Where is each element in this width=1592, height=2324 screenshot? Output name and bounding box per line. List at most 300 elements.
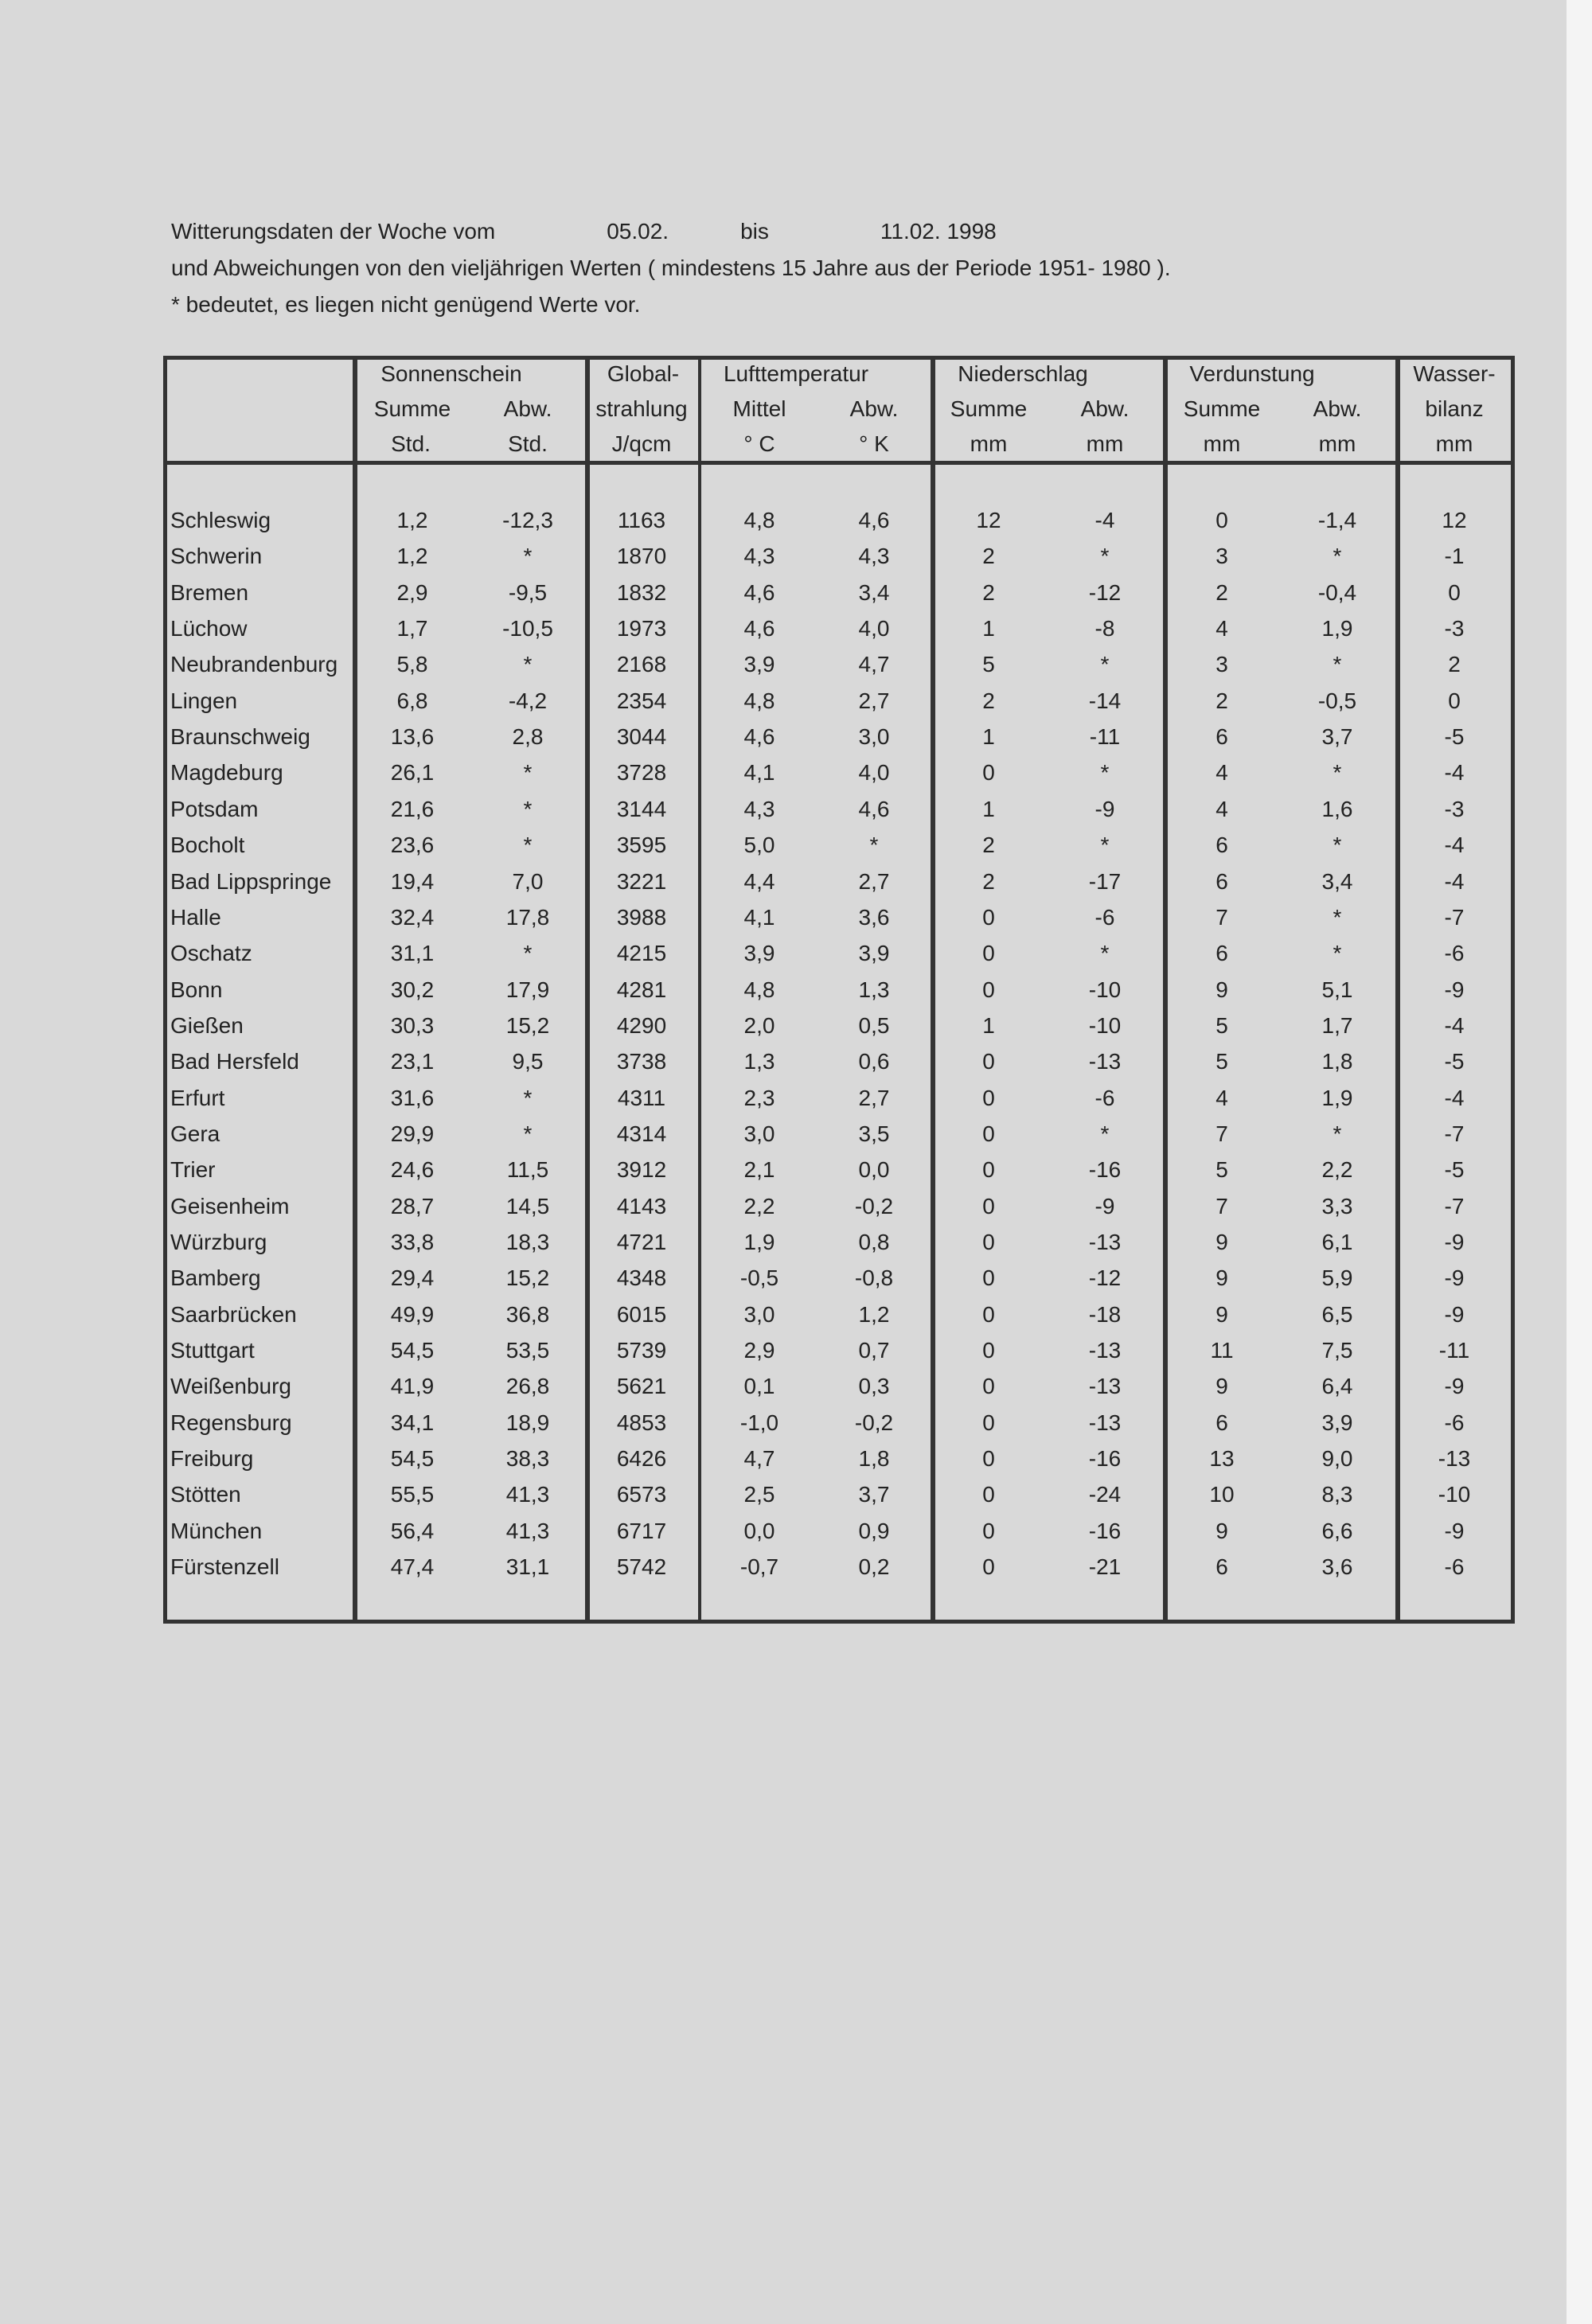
cell-verdunstung-summe: 11 [1210,1338,1234,1363]
cell-temperatur-abw: 0,6 [858,1049,890,1074]
cell-niederschlag-summe: 12 [976,508,1001,532]
cell-sonnenschein-summe: 41,9 [390,1374,435,1398]
cell-temperatur-mittel: 1,9 [743,1230,775,1254]
cell-temperatur-mittel: 4,1 [743,760,775,785]
cell-wasserbilanz: 12 [1442,508,1467,532]
intro-week-label: Witterungsdaten der Woche vom [171,219,496,244]
cell-temperatur-mittel: 5,0 [743,833,775,857]
cell-temperatur-mittel: 4,8 [743,977,775,1002]
cell-wasserbilanz: -5 [1444,1157,1465,1182]
cell-verdunstung-abw: * [1333,833,1342,857]
cell-temperatur-mittel: 4,3 [743,797,775,821]
cell-sonnenschein-abw: -4,2 [508,688,548,713]
cell-sonnenschein-abw: 38,3 [505,1446,550,1471]
cell-wasserbilanz: -4 [1444,1013,1465,1038]
cell-niederschlag-summe: 2 [982,580,995,605]
cell-niederschlag-abw: -9 [1094,1194,1115,1219]
cell-sonnenschein-abw: * [523,1121,533,1146]
station-name: Bocholt [170,833,245,857]
cell-sonnenschein-abw: * [523,1086,533,1110]
cell-sonnenschein-abw: 31,1 [505,1554,550,1579]
cell-niederschlag-summe: 0 [982,1374,995,1398]
intro-line-3: * bedeutet, es liegen nicht genügend Werte vor. [171,292,641,317]
station-name: Magdeburg [170,760,283,785]
header-lufttemperatur: Lufttemperatur [723,361,869,386]
cell-sonnenschein-abw: 14,5 [505,1194,550,1219]
cell-niederschlag-summe: 2 [982,869,995,894]
column-divider [353,356,357,1624]
cell-sonnenschein-summe: 23,6 [390,833,435,857]
cell-niederschlag-abw: -16 [1088,1446,1122,1471]
cell-sonnenschein-summe: 34,1 [390,1410,435,1435]
header-strahlung: strahlung [595,396,688,421]
cell-temperatur-abw: 4,0 [858,760,890,785]
cell-sonnenschein-summe: 55,5 [390,1482,435,1507]
cell-verdunstung-summe: 5 [1215,1013,1228,1038]
header-mm: mm [970,431,1008,456]
station-name: Stuttgart [170,1338,255,1363]
header-wasser: Wasser- [1413,361,1496,386]
cell-niederschlag-abw: * [1100,1121,1110,1146]
cell-sonnenschein-summe: 49,9 [390,1302,435,1327]
cell-niederschlag-abw: * [1100,941,1110,965]
cell-temperatur-abw: 0,2 [858,1554,890,1579]
cell-niederschlag-summe: 2 [982,688,995,713]
station-name: Bremen [170,580,249,605]
cell-temperatur-mittel: 3,9 [743,941,775,965]
cell-temperatur-mittel: 2,9 [743,1338,775,1363]
cell-temperatur-mittel: 0,0 [743,1519,775,1543]
column-divider [931,356,935,1624]
cell-verdunstung-summe: 7 [1215,905,1228,930]
cell-verdunstung-summe: 5 [1215,1157,1228,1182]
cell-niederschlag-abw: -16 [1088,1519,1122,1543]
cell-niederschlag-summe: 0 [982,941,995,965]
header-mm: mm [1203,431,1241,456]
cell-verdunstung-summe: 4 [1215,1086,1228,1110]
station-name: Geisenheim [170,1194,290,1219]
cell-wasserbilanz: -3 [1444,797,1465,821]
cell-verdunstung-summe: 6 [1215,1410,1228,1435]
station-name: Lingen [170,688,238,713]
cell-verdunstung-summe: 9 [1215,1302,1228,1327]
cell-globalstrahlung: 1832 [616,580,667,605]
bis-label: bis [740,219,769,244]
intro-line-2: und Abweichungen von den vieljährigen Werten ( mindestens 15 Jahre aus der Periode 1951- 1980 ). [171,255,1171,280]
weather-table [163,356,1515,1624]
cell-globalstrahlung: 4314 [616,1121,667,1146]
cell-globalstrahlung: 1870 [616,544,667,568]
cell-temperatur-mittel: 2,1 [743,1157,775,1182]
station-name: Saarbrücken [170,1302,297,1327]
cell-globalstrahlung: 1973 [616,616,667,641]
cell-niederschlag-summe: 0 [982,905,995,930]
header-degc: ° C [743,431,775,456]
cell-sonnenschein-summe: 5,8 [396,652,428,677]
cell-niederschlag-summe: 0 [982,1049,995,1074]
cell-verdunstung-summe: 13 [1209,1446,1235,1471]
cell-verdunstung-abw: 3,9 [1321,1410,1353,1435]
cell-niederschlag-abw: -13 [1088,1410,1122,1435]
station-name: Würzburg [170,1230,267,1254]
intro-line-1 [171,213,1171,250]
cell-verdunstung-abw: 5,9 [1321,1265,1353,1290]
cell-niederschlag-summe: 0 [982,1519,995,1543]
cell-niederschlag-summe: 0 [982,760,995,785]
cell-wasserbilanz: -9 [1444,1230,1465,1254]
date-from: 05.02. [607,219,669,244]
cell-globalstrahlung: 3728 [616,760,667,785]
cell-sonnenschein-abw: 36,8 [505,1302,550,1327]
cell-verdunstung-summe: 5 [1215,1049,1228,1074]
cell-temperatur-abw: 0,5 [858,1013,890,1038]
cell-niederschlag-summe: 0 [982,1194,995,1219]
cell-temperatur-mittel: 3,0 [743,1121,775,1146]
cell-niederschlag-summe: 0 [982,1230,995,1254]
cell-verdunstung-abw: * [1333,941,1342,965]
cell-globalstrahlung: 4721 [616,1230,667,1254]
header-abw: Abw. [849,396,899,421]
cell-globalstrahlung: 3044 [616,724,667,749]
cell-niederschlag-abw: -6 [1094,1086,1115,1110]
cell-verdunstung-abw: 8,3 [1321,1482,1353,1507]
cell-verdunstung-abw: 1,7 [1321,1013,1353,1038]
cell-niederschlag-summe: 1 [982,797,995,821]
cell-sonnenschein-summe: 30,2 [390,977,435,1002]
cell-temperatur-abw: 3,4 [858,580,890,605]
cell-temperatur-abw: 1,2 [858,1302,890,1327]
cell-niederschlag-abw: -17 [1088,869,1122,894]
cell-verdunstung-abw: 3,4 [1321,869,1353,894]
station-name: Gera [170,1121,220,1146]
cell-sonnenschein-summe: 47,4 [390,1554,435,1579]
header-sonnenschein: Sonnenschein [380,361,522,386]
cell-verdunstung-abw: 1,9 [1321,1086,1353,1110]
cell-verdunstung-abw: 6,5 [1321,1302,1353,1327]
cell-temperatur-mittel: 4,8 [743,688,775,713]
header-niederschlag: Niederschlag [958,361,1088,386]
cell-niederschlag-summe: 0 [982,1265,995,1290]
header-mm: mm [1435,431,1473,456]
cell-wasserbilanz: -4 [1444,833,1465,857]
cell-sonnenschein-summe: 21,6 [390,797,435,821]
header-std: Std. [391,431,431,456]
cell-verdunstung-abw: * [1333,544,1342,568]
cell-verdunstung-summe: 9 [1215,1374,1228,1398]
cell-sonnenschein-summe: 31,6 [390,1086,435,1110]
cell-sonnenschein-abw: 11,5 [506,1157,549,1182]
cell-verdunstung-abw: -0,4 [1317,580,1357,605]
cell-sonnenschein-summe: 1,2 [396,508,428,532]
cell-niederschlag-summe: 0 [982,1410,995,1435]
header-abw: Abw. [1313,396,1362,421]
cell-niederschlag-abw: * [1100,544,1110,568]
cell-verdunstung-summe: 6 [1215,724,1228,749]
station-name: Oschatz [170,941,252,965]
cell-sonnenschein-summe: 2,9 [396,580,428,605]
station-name: Halle [170,905,221,930]
cell-globalstrahlung: 1163 [617,508,666,532]
cell-verdunstung-abw: 7,5 [1321,1338,1353,1363]
cell-verdunstung-abw: 5,1 [1321,977,1353,1002]
cell-sonnenschein-abw: 53,5 [505,1338,550,1363]
station-name: Bonn [170,977,223,1002]
cell-wasserbilanz: -1 [1444,544,1465,568]
intro-text [171,213,1171,323]
cell-sonnenschein-abw: 2,8 [512,724,544,749]
station-name: Bad Lippspringe [170,869,332,894]
header-verdunstung: Verdunstung [1189,361,1315,386]
cell-sonnenschein-abw: 17,9 [505,977,550,1002]
cell-sonnenschein-summe: 31,1 [390,941,435,965]
cell-sonnenschein-abw: -10,5 [502,616,553,641]
cell-globalstrahlung: 4143 [616,1194,667,1219]
cell-niederschlag-abw: * [1100,760,1110,785]
cell-temperatur-mittel: 2,0 [743,1013,775,1038]
cell-verdunstung-abw: 9,0 [1321,1446,1353,1471]
cell-sonnenschein-abw: -9,5 [508,580,548,605]
station-name: Gießen [170,1013,244,1038]
cell-temperatur-mittel: 0,1 [743,1374,775,1398]
cell-verdunstung-summe: 6 [1215,833,1228,857]
cell-globalstrahlung: 4281 [616,977,667,1002]
cell-niederschlag-abw: -18 [1088,1302,1122,1327]
cell-niederschlag-summe: 0 [982,1482,995,1507]
cell-temperatur-mittel: -0,7 [739,1554,779,1579]
cell-sonnenschein-summe: 23,1 [390,1049,435,1074]
cell-sonnenschein-abw: 18,3 [505,1230,550,1254]
cell-temperatur-abw: -0,8 [854,1265,894,1290]
cell-temperatur-mittel: 4,1 [743,905,775,930]
cell-niederschlag-summe: 0 [982,1121,995,1146]
cell-wasserbilanz: -9 [1444,977,1465,1002]
cell-sonnenschein-abw: 26,8 [505,1374,550,1398]
cell-temperatur-abw: 3,0 [858,724,890,749]
cell-niederschlag-abw: -14 [1088,688,1122,713]
station-name: München [170,1519,263,1543]
cell-globalstrahlung: 3144 [616,797,667,821]
cell-sonnenschein-summe: 28,7 [390,1194,435,1219]
cell-temperatur-abw: 3,9 [858,941,890,965]
cell-globalstrahlung: 5742 [616,1554,667,1579]
column-divider [1395,356,1400,1624]
cell-globalstrahlung: 3988 [616,905,667,930]
cell-niederschlag-abw: -21 [1088,1554,1122,1579]
cell-verdunstung-abw: 3,3 [1321,1194,1353,1219]
cell-sonnenschein-abw: 7,0 [512,869,544,894]
column-divider [1163,356,1168,1624]
cell-wasserbilanz: -9 [1444,1374,1465,1398]
cell-sonnenschein-abw: * [523,797,533,821]
cell-temperatur-abw: 0,3 [858,1374,890,1398]
cell-verdunstung-abw: 6,6 [1321,1519,1353,1543]
cell-wasserbilanz: -4 [1444,760,1465,785]
cell-verdunstung-summe: 4 [1215,797,1228,821]
cell-niederschlag-summe: 0 [982,1157,995,1182]
cell-niederschlag-summe: 5 [982,652,995,677]
cell-wasserbilanz: 0 [1448,688,1461,713]
header-bilanz: bilanz [1425,396,1484,421]
header-divider [163,461,1515,465]
cell-verdunstung-summe: 7 [1215,1121,1228,1146]
cell-verdunstung-summe: 9 [1215,1265,1228,1290]
cell-globalstrahlung: 6717 [616,1519,667,1543]
cell-globalstrahlung: 3738 [616,1049,667,1074]
header-abw: Abw. [1080,396,1130,421]
cell-temperatur-mittel: 3,9 [743,652,775,677]
cell-sonnenschein-abw: 17,8 [505,905,550,930]
cell-temperatur-abw: 3,7 [858,1482,890,1507]
cell-niederschlag-summe: 0 [982,977,995,1002]
cell-wasserbilanz: -3 [1444,616,1465,641]
cell-wasserbilanz: -5 [1444,724,1465,749]
cell-globalstrahlung: 6426 [616,1446,667,1471]
cell-temperatur-abw: 0,8 [858,1230,890,1254]
cell-niederschlag-abw: -10 [1088,1013,1122,1038]
cell-globalstrahlung: 4215 [616,941,667,965]
cell-sonnenschein-summe: 33,8 [390,1230,435,1254]
cell-verdunstung-summe: 6 [1215,1554,1228,1579]
cell-temperatur-abw: 1,3 [858,977,890,1002]
cell-niederschlag-abw: -13 [1088,1338,1122,1363]
cell-wasserbilanz: -9 [1444,1265,1465,1290]
cell-niederschlag-abw: -16 [1088,1157,1122,1182]
cell-sonnenschein-abw: * [523,760,533,785]
cell-temperatur-abw: 3,6 [858,905,890,930]
cell-verdunstung-summe: 0 [1215,508,1228,532]
header-std: Std. [508,431,548,456]
cell-niederschlag-abw: -13 [1088,1230,1122,1254]
cell-sonnenschein-summe: 54,5 [390,1446,435,1471]
page-edge [1567,0,1592,2324]
station-name: Potsdam [170,797,259,821]
station-name: Freiburg [170,1446,254,1471]
cell-verdunstung-summe: 10 [1209,1482,1235,1507]
cell-wasserbilanz: -9 [1444,1519,1465,1543]
cell-temperatur-mittel: 2,3 [743,1086,775,1110]
cell-wasserbilanz: 2 [1448,652,1461,677]
column-divider [698,356,701,1624]
column-divider [585,356,590,1624]
cell-niederschlag-abw: -13 [1088,1049,1122,1074]
cell-temperatur-mittel: 3,0 [743,1302,775,1327]
station-name: Regensburg [170,1410,292,1435]
header-jqcm: J/qcm [611,431,672,456]
cell-temperatur-mittel: 1,3 [743,1049,775,1074]
cell-niederschlag-abw: -6 [1094,905,1115,930]
cell-temperatur-abw: 4,0 [858,616,890,641]
cell-verdunstung-abw: * [1333,905,1342,930]
cell-verdunstung-summe: 2 [1215,688,1228,713]
cell-globalstrahlung: 4348 [616,1265,667,1290]
station-name: Erfurt [170,1086,225,1110]
cell-temperatur-abw: 1,8 [858,1446,890,1471]
station-name: Weißenburg [170,1374,292,1398]
cell-temperatur-abw: 4,6 [858,508,890,532]
cell-verdunstung-summe: 4 [1215,616,1228,641]
cell-globalstrahlung: 6573 [616,1482,667,1507]
cell-globalstrahlung: 4290 [616,1013,667,1038]
cell-verdunstung-abw: 2,2 [1321,1157,1353,1182]
cell-verdunstung-abw: 3,6 [1321,1554,1353,1579]
cell-temperatur-abw: -0,2 [854,1410,894,1435]
cell-wasserbilanz: -7 [1444,1121,1465,1146]
station-name: Bamberg [170,1265,261,1290]
header-degk: ° K [859,431,889,456]
cell-verdunstung-abw: 3,7 [1321,724,1353,749]
cell-temperatur-abw: 0,7 [858,1338,890,1363]
cell-temperatur-abw: 2,7 [858,1086,890,1110]
cell-niederschlag-summe: 1 [982,1013,995,1038]
cell-verdunstung-abw: * [1333,1121,1342,1146]
station-name: Schleswig [170,508,271,532]
cell-sonnenschein-abw: 41,3 [505,1482,550,1507]
cell-verdunstung-abw: * [1333,760,1342,785]
cell-sonnenschein-abw: 18,9 [505,1410,550,1435]
cell-sonnenschein-summe: 6,8 [396,688,428,713]
cell-temperatur-abw: 3,5 [858,1121,890,1146]
cell-globalstrahlung: 4311 [617,1086,666,1110]
cell-verdunstung-abw: 1,8 [1321,1049,1353,1074]
cell-sonnenschein-abw: 41,3 [505,1519,550,1543]
cell-temperatur-abw: 4,7 [858,652,890,677]
cell-verdunstung-abw: 1,6 [1321,797,1353,821]
cell-wasserbilanz: -9 [1444,1302,1465,1327]
cell-niederschlag-summe: 0 [982,1302,995,1327]
cell-globalstrahlung: 5739 [616,1338,667,1363]
cell-niederschlag-summe: 1 [982,616,995,641]
cell-wasserbilanz: 0 [1448,580,1461,605]
cell-niederschlag-abw: -4 [1094,508,1115,532]
station-name: Bad Hersfeld [170,1049,299,1074]
cell-temperatur-mittel: 4,3 [743,544,775,568]
cell-temperatur-mittel: 4,6 [743,580,775,605]
cell-globalstrahlung: 2354 [616,688,667,713]
cell-wasserbilanz: -6 [1444,1554,1465,1579]
cell-sonnenschein-summe: 29,4 [390,1265,435,1290]
cell-niederschlag-abw: * [1100,833,1110,857]
cell-niederschlag-summe: 0 [982,1446,995,1471]
cell-temperatur-mittel: 4,7 [743,1446,775,1471]
cell-niederschlag-abw: -12 [1088,1265,1122,1290]
cell-verdunstung-summe: 2 [1215,580,1228,605]
cell-temperatur-mittel: 4,8 [743,508,775,532]
cell-globalstrahlung: 2168 [616,652,667,677]
cell-verdunstung-abw: -1,4 [1317,508,1357,532]
cell-globalstrahlung: 3595 [616,833,667,857]
header-mm: mm [1318,431,1356,456]
cell-temperatur-abw: 2,7 [858,869,890,894]
cell-globalstrahlung: 3912 [616,1157,667,1182]
cell-niederschlag-abw: -10 [1088,977,1122,1002]
cell-verdunstung-summe: 6 [1215,941,1228,965]
cell-temperatur-mittel: -1,0 [739,1410,779,1435]
cell-wasserbilanz: -6 [1444,941,1465,965]
cell-wasserbilanz: -7 [1444,905,1465,930]
cell-verdunstung-abw: 6,1 [1321,1230,1353,1254]
station-name: Stötten [170,1482,241,1507]
cell-sonnenschein-summe: 13,6 [390,724,435,749]
cell-temperatur-mittel: 4,4 [743,869,775,894]
cell-niederschlag-abw: -9 [1094,797,1115,821]
header-abw: Abw. [503,396,552,421]
cell-temperatur-abw: 0,0 [858,1157,890,1182]
cell-temperatur-abw: 0,9 [858,1519,890,1543]
cell-verdunstung-summe: 3 [1215,652,1228,677]
station-name: Trier [170,1157,216,1182]
station-name: Braunschweig [170,724,310,749]
cell-globalstrahlung: 6015 [616,1302,667,1327]
